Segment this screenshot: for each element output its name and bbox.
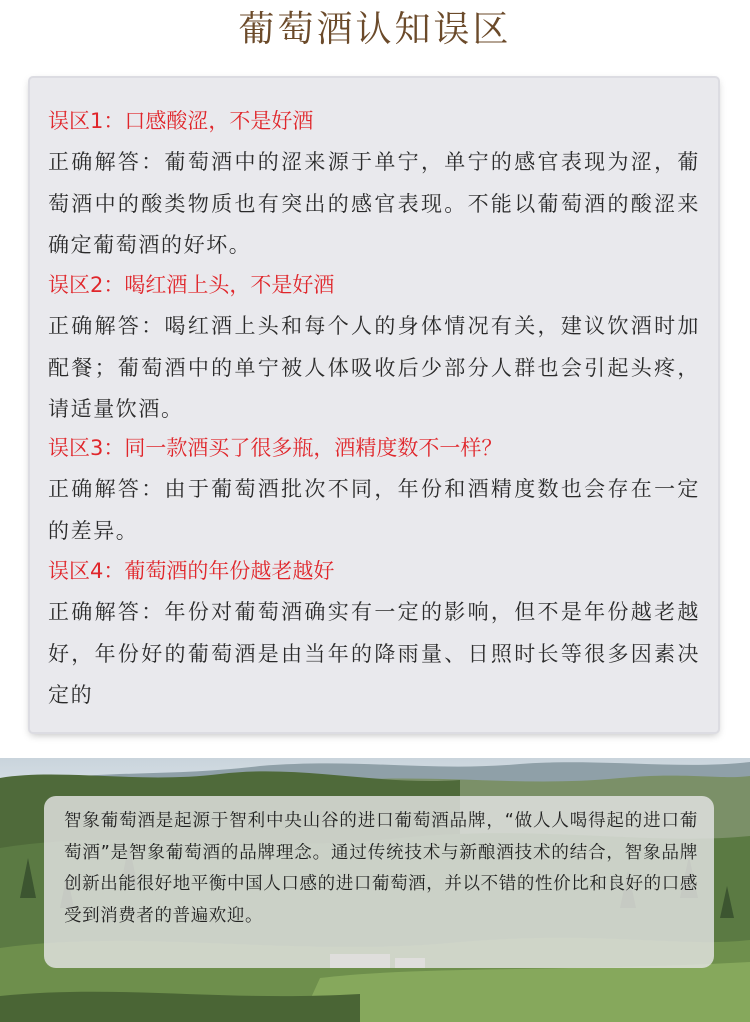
myth-answer: 正确解答：喝红酒上头和每个人的身体情况有关，建议饮酒时加配餐；葡萄酒中的单宁被人体吸收后少部分人群也会引起头疼，请适量饮酒。 <box>48 314 700 421</box>
myth-answer: 正确解答：年份对葡萄酒确实有一定的影响，但不是年份越老越好，年份好的葡萄酒是由当年的降雨量、日照时长等很多因素决定的 <box>48 600 700 707</box>
page-title: 葡萄酒认知误区 <box>238 9 512 50</box>
myth-question: 误区4：葡萄酒的年份越老越好 <box>48 559 335 583</box>
myth-question: 误区1：口感酸涩，不是好酒 <box>48 109 314 133</box>
myth-3 <box>48 427 700 552</box>
myth-2 <box>48 264 700 431</box>
myth-answer: 正确解答：由于葡萄酒批次不同，年份和酒精度数也会存在一定的差异。 <box>48 477 700 543</box>
myth-question: 误区3：同一款酒买了很多瓶，酒精度数不一样？ <box>48 436 503 460</box>
brand-intro-text: 智象葡萄酒是起源于智利中央山谷的进口葡萄酒品牌，“做人人喝得起的进口葡萄酒”是智象葡萄酒的品牌理念。通过传统技术与新酿酒技术的结合，智象品牌创新出能很好地平衡中国人口感的进口葡萄酒，并以不错的性价比和良好的口感受到消费者的普遍欢迎。 <box>64 811 698 926</box>
brand-intro-panel <box>44 796 714 968</box>
myth-1 <box>48 100 700 267</box>
myths-card <box>30 78 718 732</box>
myth-answer: 正确解答：葡萄酒中的涩来源于单宁，单宁的感官表现为涩，葡萄酒中的酸类物质也有突出的感官表现。不能以葡萄酒的酸涩来确定葡萄酒的好坏。 <box>48 150 700 257</box>
myth-question: 误区2：喝红酒上头，不是好酒 <box>48 273 335 297</box>
myth-4 <box>48 550 700 717</box>
